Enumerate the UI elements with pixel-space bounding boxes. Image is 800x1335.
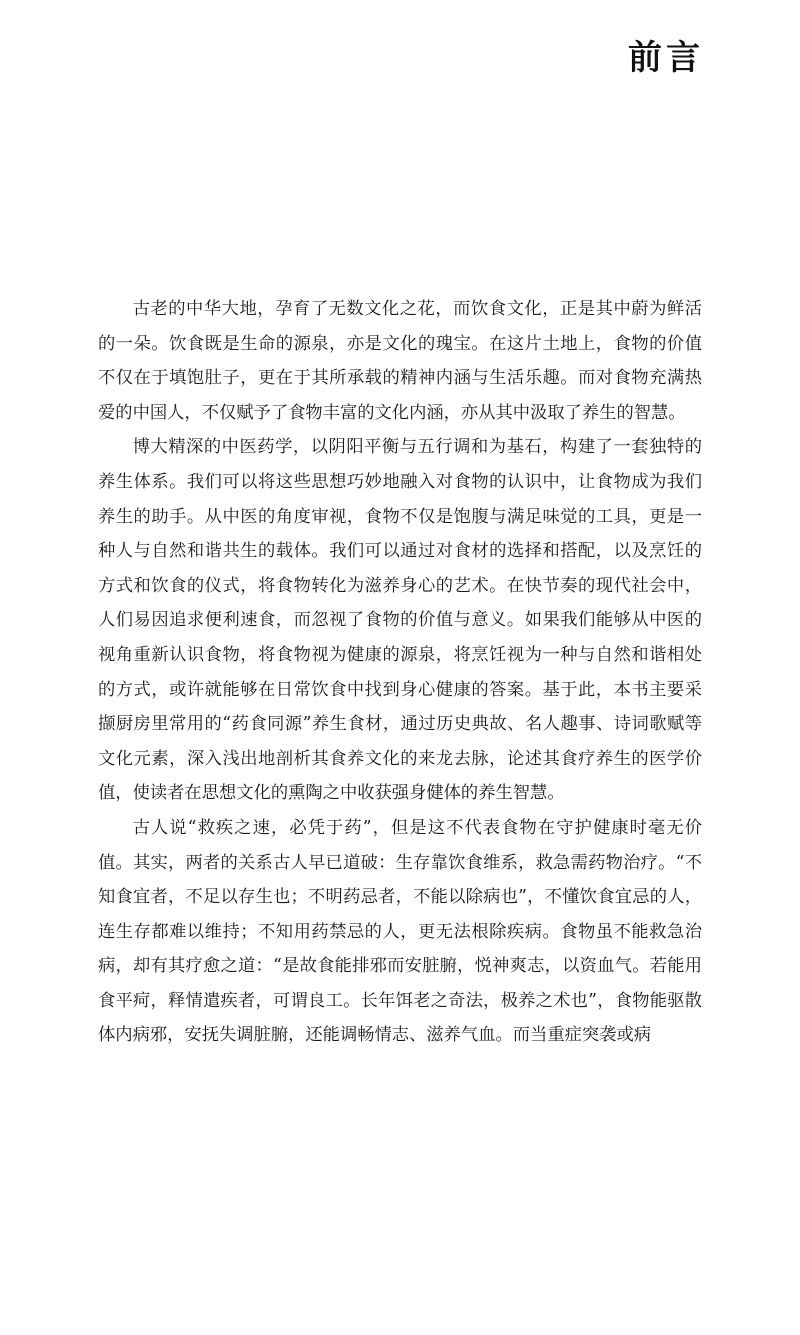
page-title: 前言 <box>628 38 704 78</box>
paragraph-1: 古老的中华大地，孕育了无数文化之花，而饮食文化，正是其中蔚为鲜活的一朵。饮食既是生命的源泉，亦是文化的瑰宝。在这片土地上，食物的价值不仅在于填饱肚子，更在于其所承载的精神内涵与生活乐趣。而对食物充满热爱的中国人，不仅赋予了食物丰富的文化内涵，亦从其中汲取了养生的智慧。 <box>98 299 702 423</box>
paragraph-2: 博大精深的中医药学，以阴阳平衡与五行调和为基石，构建了一套独特的养生体系。我们可以将这些思想巧妙地融入对食物的认识中，让食物成为我们养生的助手。从中医的角度审视，食物不仅是饱腹与满足味觉的工具，更是一种人与自然和谐共生的载体。我们可以通过对食材的选择和搭配，以及烹饪的方式和饮食的仪式，将食物转化为滋养身心的艺术。在快节奏的现代社会中，人们易因追求便利速食，而忽视了食物的价值与意义。如果我们能够从中医的视角重新认识食物，将食物视为健康的源泉，将烹饪视为一种与自然和谐相处的方式，或许就能够在日常饮食中找到身心健康的答案。基于此，本书主要采撷厨房里常用的“药食同源”养生食材，通过历史典故、名人趣事、诗词歌赋等文化元素，深入浅出地剖析其食养文化的来龙去脉，论述其食疗养生的医学价值，使读者在思想文化的熏陶之中收获强身健体的养生智慧。 <box>98 437 702 804</box>
body-text <box>98 292 702 1053</box>
paragraph-3: 古人说“救疾之速，必凭于药”，但是这不代表食物在守护健康时毫无价值。其实，两者的关系古人早已道破：生存靠饮食维系，救急需药物治疗。“不知食宜者，不足以存生也；不明药忌者，不能以除病也”，不懂饮食宜忌的人，连生存都难以维持；不知用药禁忌的人，更无法根除疾病。食物虽不能救急治病，却有其疗愈之道：“是故食能排邪而安脏腑，悦神爽志，以资血气。若能用食平疴，释情遣疾者，可谓良工。长年饵老之奇法，极养之术也”，食物能驱散体内病邪，安抚失调脏腑，还能调畅情志、滋养气血。而当重症突袭或病 <box>98 817 702 1046</box>
